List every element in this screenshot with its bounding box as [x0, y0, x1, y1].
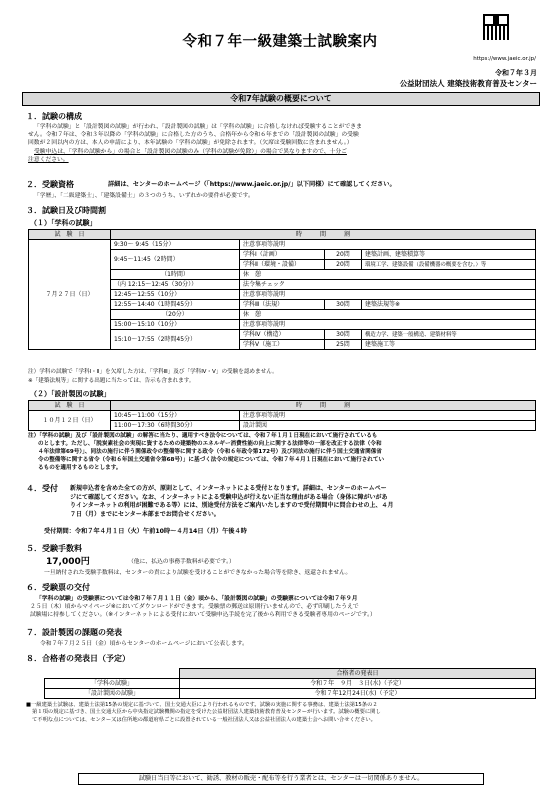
exam-fee-note: （他に、払込の事務手数料が必要です。） [128, 559, 235, 565]
section-4-body [70, 485, 540, 519]
section-1-heading: １．試験の構成 [26, 112, 82, 121]
subsection-design-exam: （２）「設計製図の試験」 [30, 390, 111, 398]
subject-cell: 学科Ⅰ（計画） [240, 250, 325, 260]
col-header-timetable: 時 間 割 [111, 230, 536, 240]
design-exam-schedule-table [28, 400, 536, 431]
section-7-body: 令和７年７月２５日（金）頃からセンターのホームページにおいて公表します。 [40, 641, 248, 647]
col-header-date: 試 験 日 [29, 230, 111, 240]
time-cell: 15:10～17:55（2時間45分） [111, 330, 240, 350]
item-cell: 注意事項等説明 [240, 320, 536, 330]
s4-line: りインターネットの利用が困難である等）には、別途受付方法をご案内いたしますので受付期間中に問合わせの上、４月 [70, 502, 394, 510]
item-cell: 注意事項等説明 [240, 240, 536, 250]
section-3-heading: ３．試験日及び時間割 [26, 206, 106, 215]
subject-cell: 学科Ⅲ（法規） [240, 300, 325, 310]
section-5-body: 一旦納付された受験手数料は、センターの責により試験を受けることができなかった場合等を除き、返還されません。 [44, 570, 352, 576]
note-line: のとします。ただし、「脱炭素社会の実現に資するための建築物のエネルギー消費性能の向上に関する法律等の一部を改正する法律（令和 [38, 440, 382, 447]
section-6-body [30, 595, 542, 620]
exam-type-cell: 「設計製図の試験」 [45, 689, 180, 699]
section-7-heading: ７．設計製図の課題の発表 [26, 628, 122, 637]
announcement-date-cell: 令和７年12月24日(水)（予定） [180, 689, 536, 699]
time-cell: 12:45～12:55（10分） [111, 290, 240, 300]
written-exam-note-1: 注）学科の試験で「学科Ⅰ・Ⅱ」を欠席した方は、「学科Ⅲ」及び「学科Ⅳ・Ⅴ」の受験を認めません。 [28, 369, 278, 375]
section-1-body [28, 123, 540, 164]
s4-line: ジにて確認してください。なお、インターネットによる受験申込が行えない正当な理由がある場合（身体に障がいがあ [70, 493, 388, 501]
law-application-note [28, 433, 540, 473]
item-cell: 休 憩 [240, 270, 536, 280]
table-row [45, 689, 536, 699]
content-cell: 建築計画、建築積算等 [362, 250, 536, 260]
content-cell: 環境工学、建築設備（設備機器の概要を含む。）等 [362, 260, 536, 270]
time-cell: 10:45～11:00（15分） [111, 411, 240, 421]
note-line: 第１項の規定に基づき、国土交通大臣から中央指定試験機関の指定を受けた公益財団法人建築技術教育普及センターが行います。試験の概要に関し [32, 709, 381, 716]
question-count-cell: 20問 [325, 260, 362, 270]
time-cell: 9:45～11:45（2時間） [111, 250, 240, 270]
item-cell: 法令集チェック [240, 280, 536, 290]
subject-cell: 学科Ⅳ（構造） [240, 330, 325, 340]
item-cell: 設計製図 [240, 421, 536, 431]
blank-corner [45, 669, 180, 679]
issue-date: 令和７年３月 [495, 69, 537, 77]
table-row [29, 411, 536, 421]
section-2-heading: ２．受験資格 [26, 180, 74, 189]
time-cell: 11:00～17:30（6時間30分） [111, 421, 240, 431]
written-exam-note-2: ※「建築法規等」に関する出題に当たっては、告示も含まれます。 [28, 378, 195, 384]
time-cell: （内 12:15～12:45（30分）） [111, 280, 240, 290]
exam-type-cell: 「学科の試験」 [45, 679, 180, 689]
note-line: 令の整備等に関する省令（令和６年国土交通省令第68号）」に基づく法令の規定については、令和７年４月１日現在において施行されてい [38, 456, 385, 463]
overview-banner: 令和7年試験の概要について [22, 92, 540, 106]
exam-fee: 17,000円 [46, 557, 90, 567]
col-header-timetable: 時 間 割 [111, 401, 536, 411]
section-5-heading: ５．受験手数料 [26, 544, 82, 553]
note-line: 注）「学科の試験」及び「設計製図の試験」の解答に当たり、適用すべき法令については、令和７年１月１日現在において施行されているも [28, 433, 378, 439]
item-cell: 注意事項等説明 [240, 411, 536, 421]
s4-line: ７日（月）までにセンター本部までお問合せください。 [70, 510, 220, 518]
col-header-date: 試 験 日 [29, 401, 111, 411]
s1-line: 注意ください。 [28, 156, 69, 163]
table-row [29, 240, 536, 250]
s6-line: ２５日（木）頃からマイページ※においてダウンロードができます。受験票の郵送は原則行いませんので、必ず印刷したうえで [30, 604, 359, 611]
subject-cell: 学科Ⅴ（施工） [240, 340, 325, 350]
time-cell: （20分） [111, 310, 240, 320]
written-exam-schedule-table [28, 229, 536, 350]
s6-line: 「学科の試験」の受験票については令和７年７月１１日（金）頃から、「設計製図の試験」の受験票については令和７年９月 [36, 596, 358, 602]
section-6-heading: ６．受験票の交付 [26, 583, 90, 592]
note-line: ■一級建築士試験は、建築士法第15条の規定に基づいて、国土交通大臣により行われるものです。試験の実施に関する事務は、建築士法第15条の２ [26, 702, 378, 708]
question-count-cell: 30問 [325, 330, 362, 340]
s4-line: 新規申込者を含めた全ての方が、原則として、インターネットによる受付となります。詳細は、センターのホームペー [70, 485, 387, 492]
section-8-note [26, 702, 540, 724]
exam-day-cell: １０月１２日（日） [29, 411, 111, 431]
time-cell: 9:30～ 9:45（15分） [111, 240, 240, 250]
application-period: 受付期間：令和７年４月１日（火）午前10時～４月14日（月）午後４時 [44, 528, 247, 535]
exam-day-cell: ７月２７日（日） [29, 240, 111, 350]
content-cell: 構造力学、建築一般構造、建築材料等 [362, 330, 536, 340]
qr-code-icon[interactable] [483, 14, 509, 40]
section-8-heading: ８．合格者の発表日（予定） [26, 654, 130, 663]
time-cell: （1時間） [111, 270, 240, 280]
time-cell: 15:00～15:10（10分） [111, 320, 240, 330]
footer-disclaimer: 試験日当日等において、勧誘、教材の販売・配布等を行う業者とは、センターは一切関係ありません。 [78, 773, 484, 785]
col-header-announcement: 合格者の発表日 [180, 669, 536, 679]
results-announcement-table [44, 668, 536, 699]
time-cell: 12:55～14:40（1時間45分） [111, 300, 240, 310]
page-title: 令和７年一級建築士試験案内 [182, 34, 378, 50]
content-cell: 建築施工等 [362, 340, 536, 350]
s1-line: せん。令和７年は、令和３年以降の「学科の試験」に合格した方のうち、合格年から令和６年までの「設計製図の試験」の受験 [28, 132, 359, 139]
announcement-date-cell: 令和７年 ９月 ３日(水)（予定） [180, 679, 536, 689]
site-url[interactable]: https://www.jaeic.or.jp/ [473, 56, 536, 62]
content-cell: 建築法規等※ [362, 300, 536, 310]
organization-name: 公益財団法人 建築技術教育普及センター [399, 79, 537, 88]
question-count-cell: 20問 [325, 250, 362, 260]
item-cell: 休 憩 [240, 310, 536, 320]
question-count-cell: 25問 [325, 340, 362, 350]
note-line: るものを適用するものとします。 [38, 464, 122, 471]
section-2-note: 詳細は、センターのホームページ（「https://www.jaeic.or.jp/」以下同様）にて確認してください。 [108, 181, 396, 188]
section-4-heading: ４．受付 [26, 484, 58, 493]
note-line: て不明な点については、センター又は住所地の都道府県ごとに設置されている一般社団法人又は公益社団法人の建築士会へお問い合せください。 [32, 716, 376, 723]
s1-line: 回数が２回以内の方は、本人の申請により、本年試験の「学科の試験」が免除されます。（欠席は受験回数に含まれません。） [28, 140, 353, 147]
section-2-body: 「学歴」、「二級建築士」、「建築設備士」の３つのうち、いずれかの要件が必要です。 [34, 193, 254, 199]
table-row [45, 679, 536, 689]
note-line: ４年法律第69号）」、同法の施行に伴う関係政令の整備等に関する政令（令和６年政令第172号）及び同法の施行に伴う国土交通省関係省 [38, 448, 382, 455]
s6-line: 試験場に持参してください。（※インターネットによる受付において受験申込手続を完了後から利用できる受験者専用のページです。） [30, 612, 376, 619]
question-count-cell: 30問 [325, 300, 362, 310]
subject-cell: 学科Ⅱ（環境・設備） [240, 260, 325, 270]
s1-line: 受験申込は、「学科の試験から」の場合と「設計製図の試験のみ（学科の試験が免除）」の場合で異なりますので、十分ご [34, 148, 347, 155]
s1-line: 「学科の試験」と「設計製図の試験」が行われ、「設計製図の試験」は「学科の試験」に合格しなければ受験することができま [34, 124, 362, 130]
item-cell: 注意事項等説明 [240, 290, 536, 300]
subsection-written-exam: （１）「学科の試験」 [30, 219, 97, 227]
